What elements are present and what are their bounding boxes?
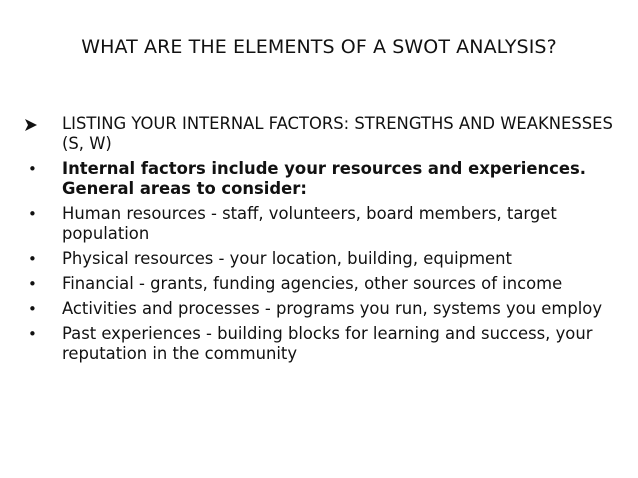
bullet-text: Human resources - staff, volunteers, board members, target population (62, 204, 557, 243)
bullet-item (22, 324, 622, 364)
slide-title: WHAT ARE THE ELEMENTS OF A SWOT ANALYSIS? (81, 36, 557, 58)
bullet-item (22, 299, 622, 319)
bullet-item (22, 114, 622, 154)
bullet-text: Activities and processes - programs you run, systems you employ (62, 299, 603, 318)
bullet-dot-icon: • (28, 300, 37, 318)
bullet-dot-icon: • (28, 250, 37, 268)
bullet-item (22, 204, 622, 244)
bullet-text: Physical resources - your location, building, equipment (62, 249, 512, 268)
bullet-dot-icon: • (28, 160, 37, 178)
bullet-list (22, 114, 622, 369)
bullet-dot-icon: • (28, 325, 37, 343)
bullet-text: LISTING YOUR INTERNAL FACTORS: STRENGTHS AND WEAKNESSES (S, W) (62, 114, 613, 153)
bullet-text: Past experiences - building blocks for learning and success, your reputation in the community (62, 324, 593, 363)
bullet-item (22, 249, 622, 269)
arrow-bullet-icon (24, 118, 38, 132)
bullet-text: Internal factors include your resources and experiences. General areas to consider: (62, 159, 586, 198)
bullet-dot-icon: • (28, 275, 37, 293)
bullet-text: Financial - grants, funding agencies, other sources of income (62, 274, 563, 293)
bullet-dot-icon: • (28, 205, 37, 223)
bullet-item (22, 159, 622, 199)
bullet-item (22, 274, 622, 294)
